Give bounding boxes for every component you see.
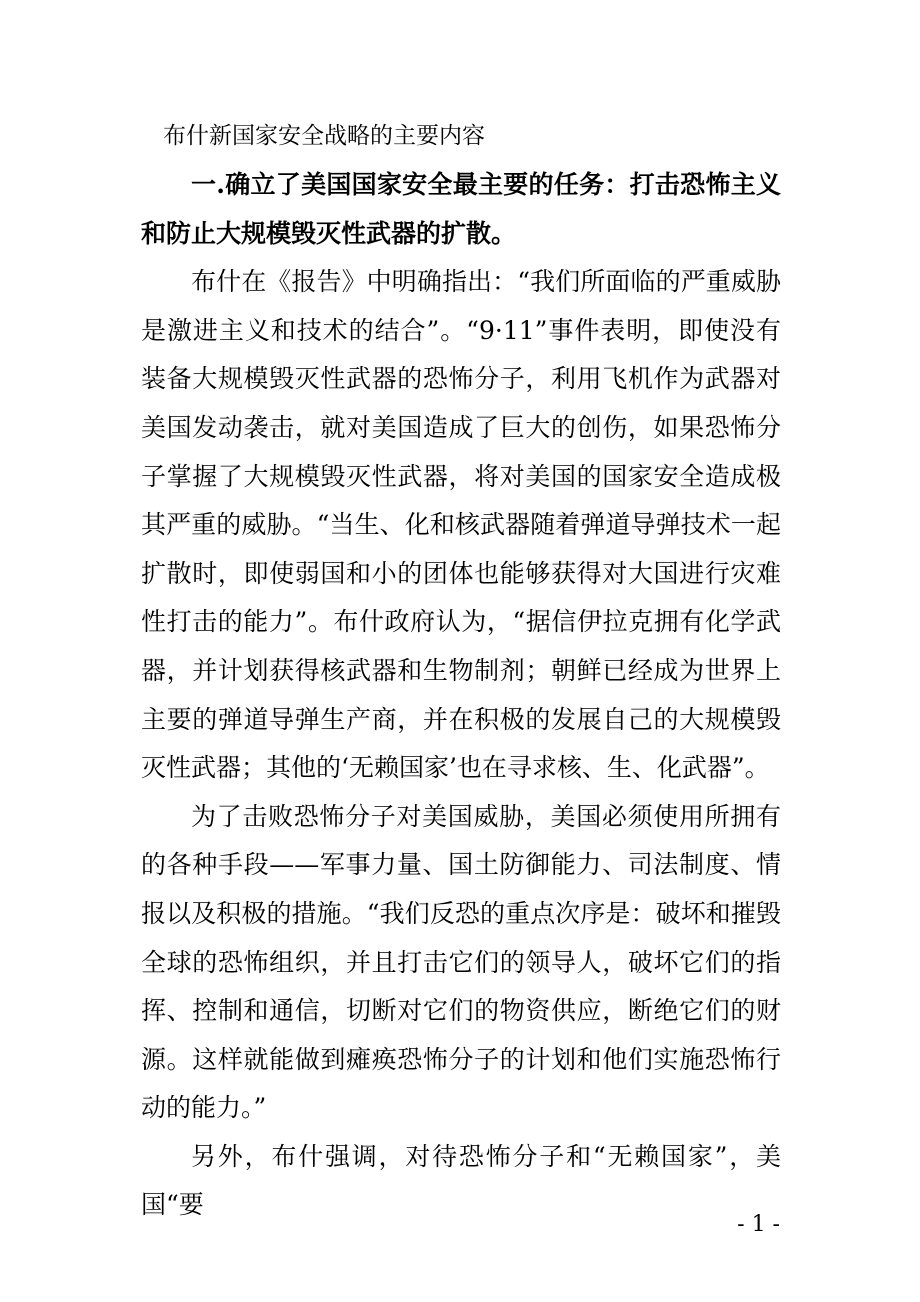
page-number: - 1 - bbox=[737, 1212, 780, 1237]
section-heading: 一.确立了美国国家安全最主要的任务：打击恐怖主义和防止大规模毁灭性武器的扩散。 bbox=[141, 170, 781, 248]
body-paragraph-2: 为了击败恐怖分子对美国威胁，美国必须使用所拥有的各种手段——军事力量、国土防御能力、司法制度、情报以及积极的措施。“我们反恐的重点次序是：破坏和摧毁全球的恐怖组织，并且打击它们的领导人，破坏它们的指挥、控制和通信，切断对它们的物资供应，断绝它们的财源。这样就能做到瘫痪恐怖分子的计划和他们实施恐怖行动的能力。” bbox=[141, 801, 781, 1123]
body-paragraph-1: 布什在《报告》中明确指出：“我们所面临的严重威胁是激进主义和技术的结合”。“9·11”事件表明，即使没有装备大规模毁灭性武器的恐怖分子，利用飞机作为武器对美国发动袭击，就对美国造成了巨大的创伤，如果恐怖分子掌握了大规模毁灭性武器，将对美国的国家安全造成极其严重的威胁。“当生、化和核武器随着弹道导弹技术一起扩散时，即使弱国和小的团体也能够获得对大国进行灾难性打击的能力”。布什政府认为，“据信伊拉克拥有化学武器，并计划获得核武器和生物制剂；朝鲜已经成为世界上主要的弹道导弹生产商，并在积极的发展自己的大规模毁灭性武器；其他的‘无赖国家’也在寻求核、生、化武器”。 bbox=[141, 267, 781, 783]
body-paragraph-3: 另外，布什强调，对待恐怖分子和“无赖国家”，美国“要 bbox=[141, 1141, 781, 1220]
document-title: 布什新国家安全战略的主要内容 bbox=[163, 123, 485, 149]
document-body bbox=[141, 161, 781, 1230]
